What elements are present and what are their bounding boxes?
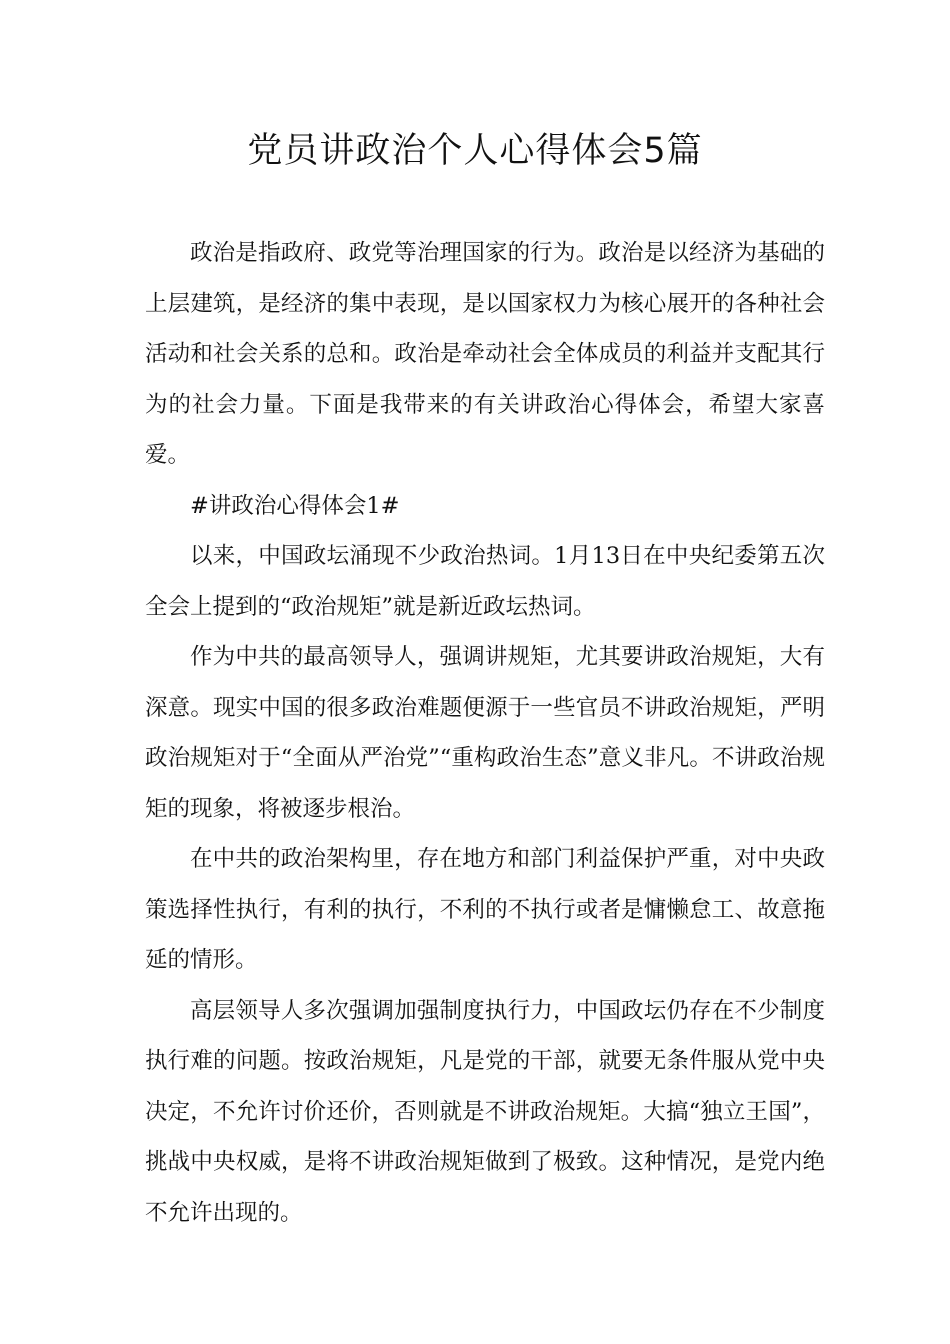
document-title: 党员讲政治个人心得体会5篇 (247, 131, 703, 171)
section-heading: #讲政治心得体会1# (190, 492, 400, 519)
paragraph: 作为中共的最高领导人，强调讲规矩，尤其要讲政治规矩，大有深意。现实中国的很多政治难题便源于一些官员不讲政治规矩，严明政治规矩对于“全面从严治党”“重构政治生态”意义非凡。不讲政治规矩的现象，将被逐步根治。 (145, 644, 825, 822)
paragraph-intro: 政治是指政府、政党等治理国家的行为。政治是以经济为基础的上层建筑，是经济的集中表现，是以国家权力为核心展开的各种社会活动和社会关系的总和。政治是牵动社会全体成员的利益并支配其行为的社会力量。下面是我带来的有关讲政治心得体会，希望大家喜爱。 (145, 240, 825, 468)
document-body (145, 228, 825, 1238)
paragraph: 以来，中国政坛涌现不少政治热词。1月13日在中央纪委第五次全会上提到的“政治规矩”就是新近政坛热词。 (145, 543, 825, 620)
paragraph: 高层领导人多次强调加强制度执行力，中国政坛仍存在不少制度执行难的问题。按政治规矩，凡是党的干部，就要无条件服从党中央决定，不允许讨价还价，否则就是不讲政治规矩。大搞“独立王国”，挑战中央权威，是将不讲政治规矩做到了极致。这种情况，是党内绝不允许出现的。 (145, 997, 825, 1226)
paragraph: 在中共的政治架构里，存在地方和部门利益保护严重，对中央政策选择性执行，有利的执行，不利的不执行或者是慵懒怠工、故意拖延的情形。 (145, 846, 825, 973)
